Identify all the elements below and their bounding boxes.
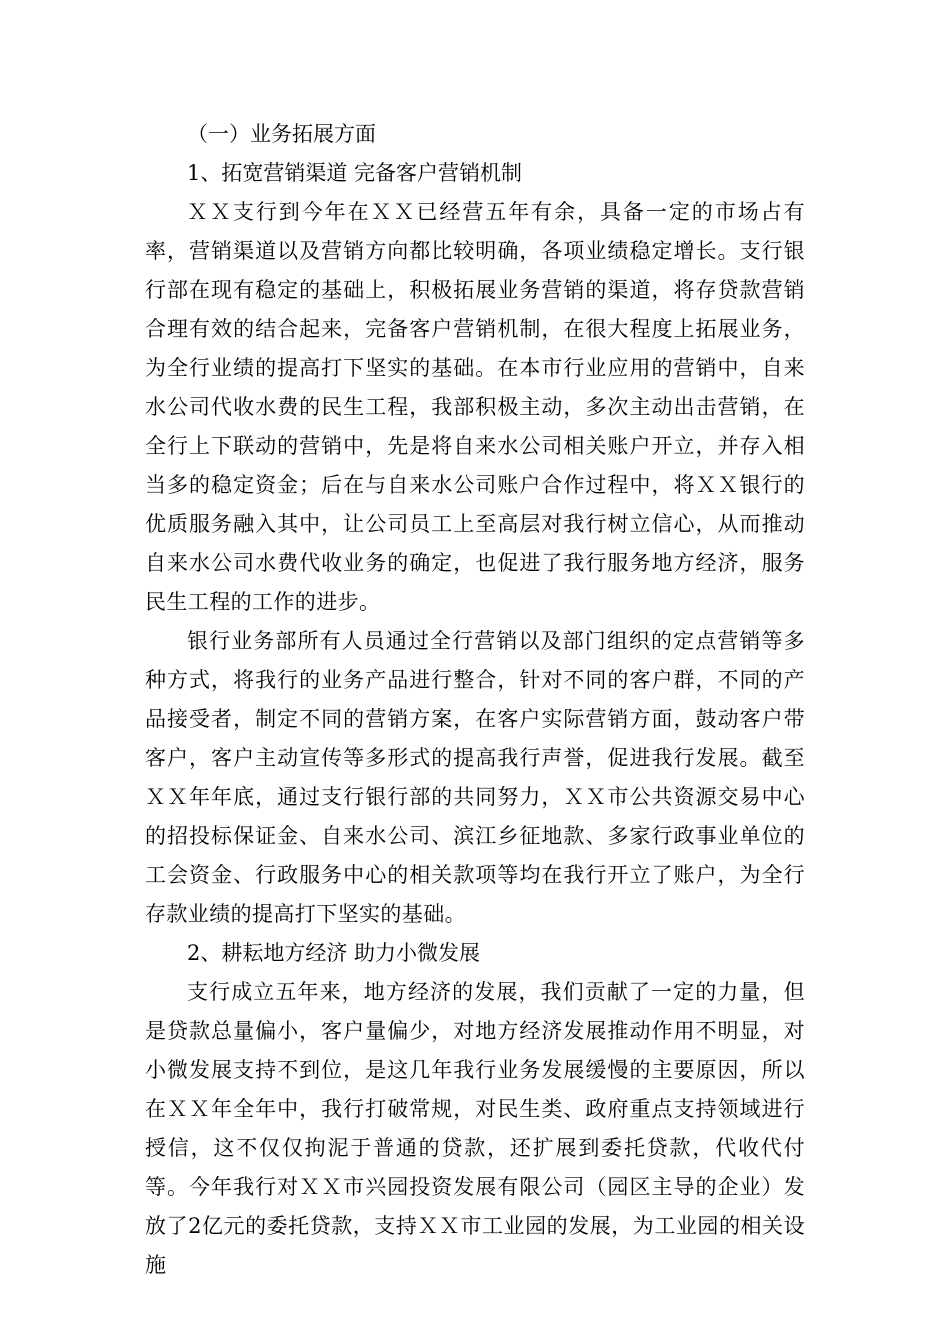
body-paragraph-2: 银行业务部所有人员通过全行营销以及部门组织的定点营销等多种方式，将我行的业务产品进行整合，针对不同的客户群，不同的产品接受者，制定不同的营销方案，在客户实际营销方面，鼓动客户带客户，客户主动宣传等多形式的提高我行声誉，促进我行发展。截至ＸＸ年年底，通过支行银行部的共同努力，ＸＸ市公共资源交易中心的招投标保证金、自来水公司、滨江乡征地款、多家行政事业单位的工会资金、行政服务中心的相关款项等均在我行开立了账户，为全行存款业绩的提高打下坚实的基础。 bbox=[145, 629, 805, 926]
body-paragraph-1: ＸＸ支行到今年在ＸＸ已经营五年有余，具备一定的市场占有率，营销渠道以及营销方向都比较明确，各项业绩稳定增长。支行银行部在现有稳定的基础上，积极拓展业务营销的渠道，将存贷款营销合理有效的结合起来，完备客户营销机制，在很大程度上拓展业务，为全行业绩的提高打下坚实的基础。在本市行业应用的营销中，自来水公司代收水费的民生工程，我部积极主动，多次主动出击营销，在全行上下联动的营销中，先是将自来水公司相关账户开立，并存入相当多的稳定资金；后在与自来水公司账户合作过程中，将ＸＸ银行的优质服务融入其中，让公司员工上至高层对我行树立信心，从而推动自来水公司水费代收业务的确定，也促进了我行服务地方经济，服务民生工程的工作的进步。 bbox=[145, 200, 805, 614]
section-heading: （一）业务拓展方面 bbox=[187, 122, 376, 146]
body-paragraph-3: 支行成立五年来，地方经济的发展，我们贡献了一定的力量，但是贷款总量偏小，客户量偏少，对地方经济发展推动作用不明显，对小微发展支持不到位，是这几年我行业务发展缓慢的主要原因，所以在ＸＸ年全年中，我行打破常规，对民生类、政府重点支持领域进行授信，这不仅仅拘泥于普通的贷款，还扩展到委托贷款，代收代付等。今年我行对ＸＸ市兴园投资发展有限公司（园区主导的企业）发放了2亿元的委托贷款，支持ＸＸ市工业园的发展，为工业园的相关设施 bbox=[145, 980, 805, 1277]
subsection-heading-1: 1、拓宽营销渠道 完备客户营销机制 bbox=[187, 161, 523, 185]
subsection-heading-2: 2、耕耘地方经济 助力小微发展 bbox=[187, 941, 481, 965]
document-page bbox=[145, 115, 805, 1285]
